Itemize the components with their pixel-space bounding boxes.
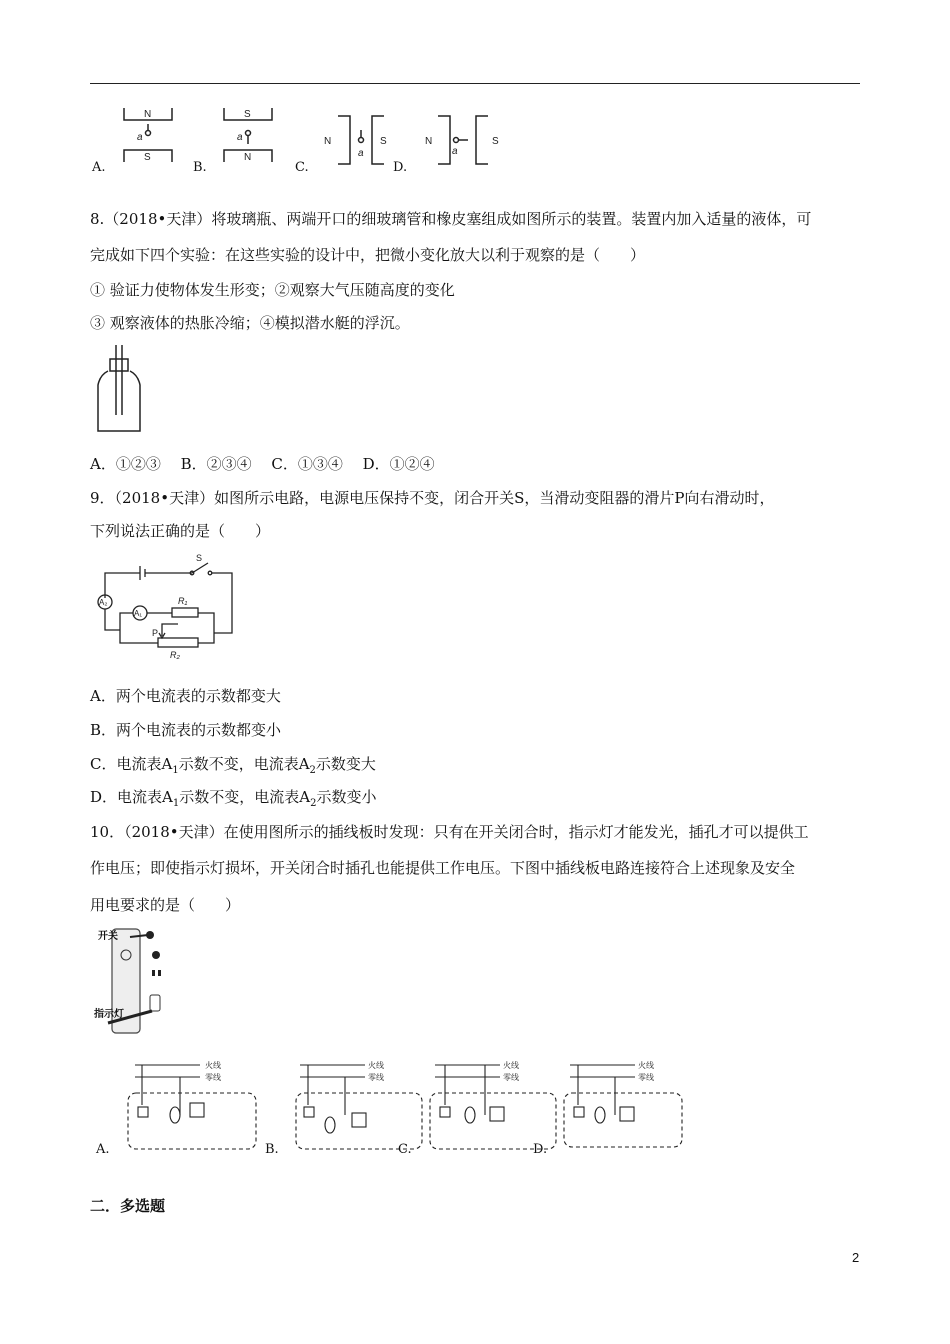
q10-option-d[interactable]: D.	[533, 1142, 548, 1157]
bottle-icon	[92, 345, 152, 435]
q10-wiring-diagrams	[100, 1055, 680, 1160]
q9-option-a[interactable]: A．两个电流表的示数都变大	[90, 687, 281, 705]
q9-stem-line1: 9．（2018•天津）如图所示电路，电源电压保持不变，闭合开关S，当滑动变阻器的滑片P向右滑动时，	[90, 489, 775, 507]
page-number: 2	[852, 1250, 860, 1265]
q10d-neutral: 零线	[638, 1073, 654, 1082]
q10d-live: 火线	[638, 1061, 654, 1070]
q8-stem-line2: 完成如下四个实验：在这些实验的设计中，把微小变化放大以利于观察的是（ ）	[90, 246, 646, 264]
q10-option-a[interactable]: A.	[96, 1142, 110, 1157]
q10-circuit-options	[100, 1055, 680, 1164]
q7d-left-pole: N	[425, 136, 433, 147]
q7-option-b[interactable]: B.	[193, 160, 207, 175]
q7a-point: a	[137, 132, 143, 143]
q10-option-c[interactable]: C.	[398, 1142, 412, 1157]
q10-powerstrip-photo	[92, 925, 182, 1039]
q10a-neutral: 零线	[205, 1073, 221, 1082]
power-strip-icon	[92, 925, 182, 1035]
q7b-top-pole: S	[244, 109, 251, 120]
q7-option-c[interactable]: C.	[295, 160, 309, 175]
q9-option-b[interactable]: B．两个电流表的示数都变小	[90, 721, 282, 739]
q8-item-line2: ③ 观察液体的热胀冷缩；④模拟潜水艇的浮沉。	[90, 314, 410, 332]
circuit-a1-label: A₁	[134, 609, 143, 618]
q7d-point: a	[452, 146, 458, 157]
q10-switch-label: 开关	[98, 931, 118, 942]
q7a-top-pole: N	[144, 109, 152, 120]
q10b-neutral: 零线	[368, 1073, 384, 1082]
q10c-neutral: 零线	[503, 1073, 519, 1082]
q8-item-line1: ① 验证力使物体发生形变；②观察大气压随高度的变化	[90, 281, 455, 299]
circuit-a2-label: A₂	[99, 598, 108, 607]
circuit-r1-label: R₁	[178, 596, 188, 606]
q10-stem-line3: 用电要求的是（ ）	[90, 896, 241, 914]
q9-stem-line2: 下列说法正确的是（ ）	[90, 522, 271, 540]
q10-stem-line2: 作电压；即使指示灯损坏，开关闭合时插孔也能提供工作电压。下图中插线板电路连接符合上述现象及安全	[90, 859, 796, 877]
q7c-right-pole: S	[380, 136, 387, 147]
q7c-left-pole: N	[324, 136, 332, 147]
q10-stem-line1: 10．（2018•天津）在使用图所示的插线板时发现：只有在开关闭合时，指示灯才能发光，插孔才可以提供工	[90, 823, 809, 841]
q9-option-d[interactable]: D．电流表$A_1$示数不变，电流表$A_2$示数变小	[90, 788, 377, 809]
q8-stem-line1: 8.（2018•天津）将玻璃瓶、两端开口的细玻璃管和橡皮塞组成如图所示的装置。装置内加入适量的液体，可	[90, 210, 812, 228]
q8-bottle-figure	[92, 345, 152, 439]
header-rule	[90, 83, 860, 84]
section-title: 二．多选题	[90, 1197, 166, 1215]
q7c-point: a	[358, 148, 364, 159]
q7b-bottom-pole: N	[244, 152, 252, 163]
q10b-live: 火线	[368, 1061, 384, 1070]
q9-option-c[interactable]: C．电流表$A_1$示数不变，电流表$A_2$示数变大	[90, 755, 376, 776]
circuit-r2-label: R₂	[170, 650, 180, 660]
circuit-diagram	[92, 548, 252, 660]
q8-options[interactable]: A．①②③ B．②③④ C．①③④ D．①②④	[90, 455, 435, 473]
q10-lamp-label: 指示灯	[94, 1009, 124, 1020]
q7d-right-pole: S	[492, 136, 499, 147]
circuit-switch-label: S	[196, 553, 203, 563]
circuit-p-label: P	[152, 628, 159, 638]
q7-option-a[interactable]: A.	[92, 160, 106, 175]
q10c-live: 火线	[503, 1061, 519, 1070]
q7a-bottom-pole: S	[144, 152, 151, 163]
q10a-live: 火线	[205, 1061, 221, 1070]
q7-option-d[interactable]: D.	[393, 160, 408, 175]
q10-option-b[interactable]: B.	[265, 1142, 279, 1157]
q7b-point: a	[237, 132, 243, 143]
q9-circuit-figure	[92, 548, 252, 660]
